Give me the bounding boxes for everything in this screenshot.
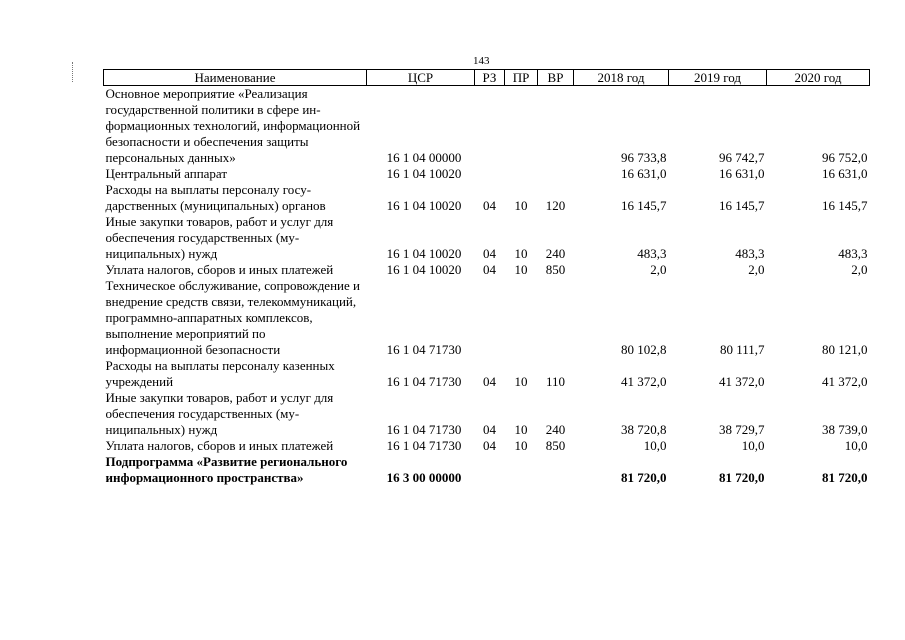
row-pr: 10: [514, 438, 528, 453]
row-csr: 16 1 04 71730: [386, 342, 462, 357]
table-row: [104, 278, 870, 358]
row-rz: 04: [483, 422, 496, 437]
header-2020: 2020 год: [767, 70, 870, 86]
row-rz: 04: [483, 198, 496, 213]
row-value-2019: 41 372,0: [719, 374, 765, 389]
header-csr: ЦСР: [367, 70, 475, 86]
table-row: [104, 358, 870, 390]
row-value-2019: 80 111,7: [719, 342, 765, 357]
row-value-2019: 38 729,7: [719, 422, 765, 437]
row-value-2019: 483,3: [735, 246, 765, 261]
row-pr: 10: [514, 246, 528, 261]
row-vr: 110: [545, 374, 566, 389]
row-value-2020: 81 720,0: [822, 470, 868, 485]
row-value-2020: 80 121,0: [822, 342, 868, 357]
row-value-2019: 81 720,0: [719, 470, 765, 485]
table-row: [104, 262, 870, 278]
header-2018: 2018 год: [574, 70, 669, 86]
row-vr: 850: [545, 438, 566, 453]
row-csr: 16 1 04 10020: [386, 166, 462, 181]
row-value-2020: 10,0: [844, 438, 868, 453]
row-vr: [538, 166, 574, 182]
table-row: [104, 214, 870, 262]
row-value-2018: 16 145,7: [621, 198, 667, 213]
row-csr: 16 1 04 71730: [386, 422, 462, 437]
row-name: Уплата налогов, сборов и иных платежей: [105, 438, 334, 453]
row-value-2018: 2,0: [650, 262, 667, 277]
row-vr: [538, 454, 574, 486]
row-value-2019: 10,0: [741, 438, 765, 453]
row-vr: 240: [545, 246, 566, 261]
row-vr: 850: [545, 262, 566, 277]
row-rz: [475, 86, 505, 167]
row-rz: 04: [483, 374, 496, 389]
row-csr: 16 1 04 10020: [386, 262, 462, 277]
header-name: Наименование: [104, 70, 367, 86]
row-value-2018: 16 631,0: [621, 166, 667, 181]
margin-mark: [72, 62, 75, 82]
row-name: Подпрограмма «Развитие регионального информационного пространства»: [105, 454, 348, 485]
row-value-2018: 96 733,8: [621, 150, 667, 165]
row-name: Центральный аппарат: [105, 166, 228, 181]
row-value-2019: 16 631,0: [719, 166, 765, 181]
row-pr: 10: [514, 374, 528, 389]
table-row: [104, 454, 870, 486]
row-pr: 10: [514, 198, 528, 213]
row-csr: 16 1 04 10020: [386, 246, 462, 261]
row-value-2018: 81 720,0: [621, 470, 667, 485]
row-rz: 04: [483, 246, 496, 261]
row-value-2018: 10,0: [643, 438, 667, 453]
header-vr: ВР: [538, 70, 574, 86]
row-name: Расходы на выплаты персоналу казенных учреждений: [105, 358, 335, 389]
row-csr: 16 1 04 71730: [386, 438, 462, 453]
row-value-2020: 96 752,0: [822, 150, 868, 165]
header-rz: РЗ: [475, 70, 505, 86]
row-pr: 10: [514, 262, 528, 277]
table-row: [104, 86, 870, 167]
row-name: Расходы на выплаты персоналу государственных (муниципальных) органов: [105, 182, 326, 213]
table-row: [104, 390, 870, 438]
table-header-row: [104, 70, 870, 86]
row-vr: [538, 86, 574, 167]
row-value-2020: 16 631,0: [822, 166, 868, 181]
table-row: [104, 166, 870, 182]
row-csr: 16 1 04 71730: [386, 374, 462, 389]
row-value-2018: 80 102,8: [621, 342, 667, 357]
row-value-2020: 41 372,0: [822, 374, 868, 389]
row-vr: [538, 278, 574, 358]
row-value-2020: 2,0: [851, 262, 868, 277]
row-name: Уплата налогов, сборов и иных платежей: [105, 262, 334, 277]
table-row: [104, 182, 870, 214]
row-pr: [505, 86, 538, 167]
row-rz: [475, 278, 505, 358]
row-value-2020: 483,3: [838, 246, 868, 261]
budget-table: [103, 69, 870, 486]
row-name: Иные закупки товаров, работ и услуг для обеспечения государственных (муниципальных) нужд: [105, 214, 334, 261]
row-rz: [475, 166, 505, 182]
row-csr: 16 1 04 10020: [386, 198, 462, 213]
row-value-2019: 2,0: [748, 262, 765, 277]
row-rz: 04: [483, 262, 496, 277]
row-pr: [505, 278, 538, 358]
row-vr: 240: [545, 422, 566, 437]
table-row: [104, 438, 870, 454]
row-value-2019: 16 145,7: [719, 198, 765, 213]
row-value-2019: 96 742,7: [719, 150, 765, 165]
header-2019: 2019 год: [669, 70, 767, 86]
page-number: 143: [473, 55, 490, 67]
row-vr: 120: [545, 198, 566, 213]
row-name: Иные закупки товаров, работ и услуг для обеспечения государственных (муниципальных) нужд: [105, 390, 334, 437]
row-value-2020: 38 739,0: [822, 422, 868, 437]
row-value-2020: 16 145,7: [822, 198, 868, 213]
row-csr: 16 1 04 00000: [386, 150, 462, 165]
row-name: Основное мероприятие «Реализация государственной политики в сфере информационных технологий, информационной безопасности и обеспечения защиты персональных данных»: [105, 86, 361, 165]
row-name: Техническое обслуживание, сопровождение и внедрение средств связи, телекоммуникаций, программно-аппаратных комплексов, выполнение мероприятий по информационной безопасности: [105, 278, 360, 357]
row-pr: [505, 454, 538, 486]
header-pr: ПР: [505, 70, 538, 86]
row-value-2018: 38 720,8: [621, 422, 667, 437]
row-value-2018: 41 372,0: [621, 374, 667, 389]
table-body: [104, 86, 870, 487]
row-rz: [475, 454, 505, 486]
row-rz: 04: [483, 438, 496, 453]
row-csr: 16 3 00 00000: [386, 470, 462, 485]
row-pr: 10: [514, 422, 528, 437]
row-pr: [505, 166, 538, 182]
row-value-2018: 483,3: [637, 246, 667, 261]
